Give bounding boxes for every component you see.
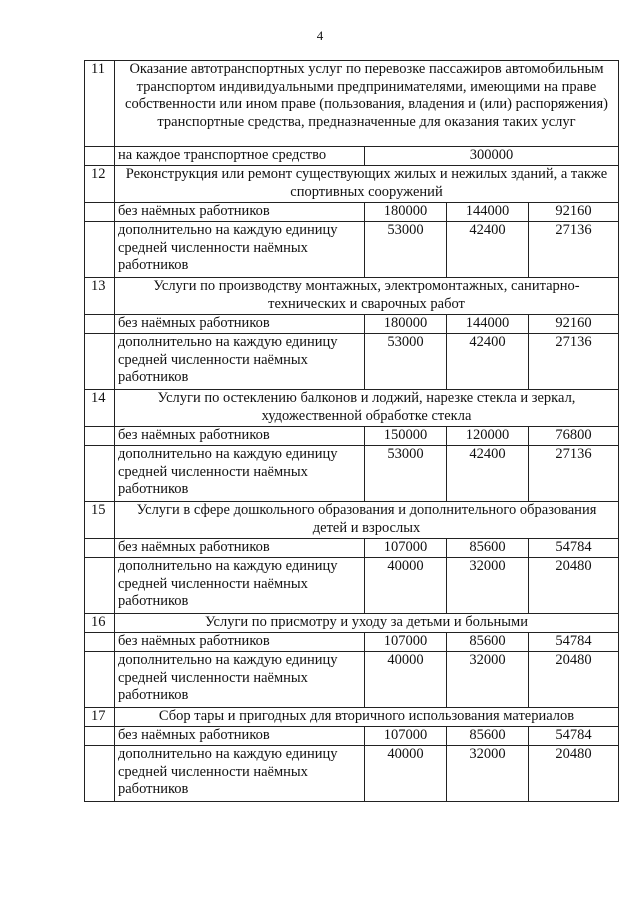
value-col-2: 42400 [447, 222, 529, 278]
value-col-2: 144000 [447, 315, 529, 334]
row-label: без наёмных работников [115, 315, 365, 334]
row-label: дополнительно на каждую единицу средней численности наёмных работников [115, 746, 365, 802]
table-row [85, 427, 619, 446]
table-row [85, 558, 619, 614]
tariff-table [84, 60, 619, 802]
value-col-1: 180000 [365, 315, 447, 334]
section-title: Услуги в сфере дошкольного образования и дополнительного образования детей и взрослых [115, 502, 619, 539]
value-col-2: 42400 [447, 446, 529, 502]
row-label: без наёмных работников [115, 727, 365, 746]
value-col-3: 92160 [529, 203, 619, 222]
table-row [85, 315, 619, 334]
value-col-1: 107000 [365, 727, 447, 746]
row-label: без наёмных работников [115, 539, 365, 558]
section-header-row [85, 708, 619, 727]
value-col-1: 107000 [365, 539, 447, 558]
row-label: дополнительно на каждую единицу средней численности наёмных работников [115, 446, 365, 502]
section-number: 15 [85, 502, 115, 539]
section-header-row [85, 278, 619, 315]
section-number: 14 [85, 390, 115, 427]
value-col-3: 27136 [529, 222, 619, 278]
table-row [85, 727, 619, 746]
row-value: 300000 [365, 147, 619, 166]
section-title: Услуги по остеклению балконов и лоджий, нарезке стекла и зеркал, художественной обработке стекла [115, 390, 619, 427]
value-col-2: 32000 [447, 652, 529, 708]
value-col-3: 27136 [529, 334, 619, 390]
table-row [85, 147, 619, 166]
table-row [85, 539, 619, 558]
value-col-3: 54784 [529, 539, 619, 558]
value-col-1: 53000 [365, 446, 447, 502]
section-title: Услуги по производству монтажных, электромонтажных, санитарно-технических и сварочных работ [115, 278, 619, 315]
value-col-2: 85600 [447, 633, 529, 652]
row-label: без наёмных работников [115, 427, 365, 446]
page-number: 4 [316, 28, 324, 43]
section-title: Оказание автотранспортных услуг по перевозке пассажиров автомобильным транспортом индивидуальными предпринимателями, имеющими на праве собственности или ином праве (пользования, владения и (или) распоряжения) транспортные средства, предназначенные для оказания таких услуг [115, 61, 619, 147]
value-col-2: 85600 [447, 727, 529, 746]
value-col-1: 40000 [365, 746, 447, 802]
section-number: 16 [85, 614, 115, 633]
section-number: 17 [85, 708, 115, 727]
table-row [85, 652, 619, 708]
row-label: дополнительно на каждую единицу средней численности наёмных работников [115, 222, 365, 278]
value-col-2: 32000 [447, 558, 529, 614]
section-header-row [85, 614, 619, 633]
row-label: без наёмных работников [115, 203, 365, 222]
section-number: 12 [85, 166, 115, 203]
value-col-3: 20480 [529, 558, 619, 614]
value-col-2: 120000 [447, 427, 529, 446]
value-col-3: 54784 [529, 633, 619, 652]
table-row [85, 334, 619, 390]
row-label: дополнительно на каждую единицу средней численности наёмных работников [115, 334, 365, 390]
row-label: без наёмных работников [115, 633, 365, 652]
value-col-1: 40000 [365, 558, 447, 614]
value-col-1: 53000 [365, 334, 447, 390]
section-number: 11 [85, 61, 115, 147]
section-header-row [85, 61, 619, 147]
value-col-1: 180000 [365, 203, 447, 222]
section-title: Реконструкция или ремонт существующих жилых и нежилых зданий, а также спортивных сооружений [115, 166, 619, 203]
section-header-row [85, 502, 619, 539]
value-col-1: 107000 [365, 633, 447, 652]
section-title: Сбор тары и пригодных для вторичного использования материалов [115, 708, 619, 727]
value-col-2: 85600 [447, 539, 529, 558]
section-header-row [85, 390, 619, 427]
value-col-2: 144000 [447, 203, 529, 222]
value-col-3: 76800 [529, 427, 619, 446]
table-row [85, 203, 619, 222]
value-col-3: 20480 [529, 652, 619, 708]
table-row [85, 446, 619, 502]
table-row [85, 746, 619, 802]
value-col-1: 53000 [365, 222, 447, 278]
value-col-3: 92160 [529, 315, 619, 334]
table-row [85, 222, 619, 278]
row-label: дополнительно на каждую единицу средней численности наёмных работников [115, 652, 365, 708]
value-col-3: 54784 [529, 727, 619, 746]
value-col-3: 20480 [529, 746, 619, 802]
value-col-3: 27136 [529, 446, 619, 502]
value-col-2: 32000 [447, 746, 529, 802]
value-col-2: 42400 [447, 334, 529, 390]
section-number: 13 [85, 278, 115, 315]
value-col-1: 150000 [365, 427, 447, 446]
value-col-1: 40000 [365, 652, 447, 708]
row-label: дополнительно на каждую единицу средней численности наёмных работников [115, 558, 365, 614]
table-row [85, 633, 619, 652]
section-title: Услуги по присмотру и уходу за детьми и больными [115, 614, 619, 633]
row-label: на каждое транспортное средство [115, 147, 365, 166]
section-header-row [85, 166, 619, 203]
